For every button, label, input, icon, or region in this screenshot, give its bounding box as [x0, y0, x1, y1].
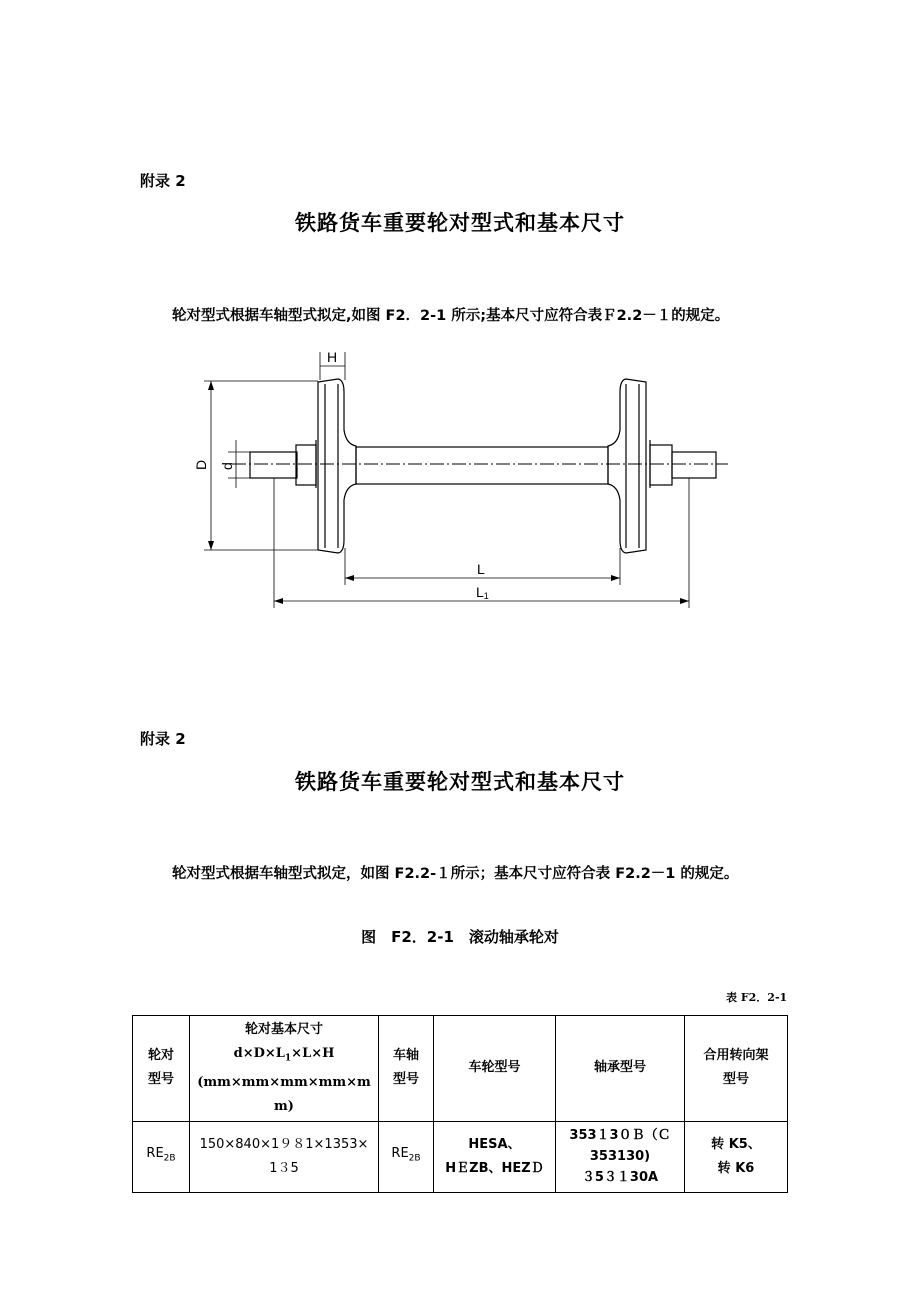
intro-paragraph: 轮对型式根据车轴型式拟定,如图 F2．2-1 所示;基本尺寸应符合表Ｆ2.2－１的规定。 — [172, 308, 730, 324]
left-journal — [250, 452, 297, 478]
figure-caption: 图 F2．2-1 滚动轴承轮对 — [361, 928, 559, 946]
cell-wheelset-type: $RE_{2B}$ — [133, 1121, 190, 1192]
dim-label-d: d — [219, 462, 235, 470]
cell-bogie-type: 转 K5、 转 K6 — [685, 1121, 788, 1192]
header-bogie-type: 合用转向架 型号 — [685, 1016, 788, 1122]
dim-label-L1: L1 — [476, 584, 489, 601]
page-title: 铁路货车重要轮对型式和基本尺寸 — [295, 211, 625, 235]
header-wheelset-type: 轮对 型号 — [133, 1016, 190, 1122]
cell-bearing-type: 353１3０Ｂ（Ｃ 353130) ３5３１30A — [556, 1121, 685, 1192]
right-wheel-seat-collar — [650, 445, 672, 485]
table-row — [133, 1121, 788, 1192]
cell-wheel-type: HESA、 HＥZB、HEZＤ — [434, 1121, 556, 1192]
left-wheel — [318, 379, 356, 553]
dim-label-L: L — [477, 561, 485, 577]
wheelset-drawing — [0, 340, 920, 620]
axle-body — [356, 447, 608, 484]
table-header-row — [133, 1016, 788, 1122]
cell-axle-type: $RE_{2B}$ — [379, 1121, 434, 1192]
left-wheel-seat-collar — [296, 445, 316, 485]
dim-label-H: H — [327, 349, 338, 365]
appendix-label-2: 附录 2 — [140, 730, 186, 748]
header-dimensions: 轮对基本尺寸 $d\times D\times L_1\times L\times H$ (mm×mm×mm×mm×m m) — [190, 1016, 379, 1122]
dim-label-D: D — [193, 459, 209, 470]
table-number: 表 F2．2-1 — [726, 991, 788, 1004]
page-title-2: 铁路货车重要轮对型式和基本尺寸 — [295, 770, 625, 794]
header-bearing-type: 轴承型号 — [556, 1016, 685, 1122]
right-wheel — [608, 379, 646, 553]
cell-dimensions: 150×840×1９８1×1353× 1３5 — [190, 1121, 379, 1192]
appendix-label: 附录 2 — [140, 172, 186, 190]
right-journal — [672, 452, 716, 478]
intro-paragraph-2: 轮对型式根据车轴型式拟定，如图 F2.2-１所示；基本尺寸应符合表 F2.2－1 的规定。 — [172, 866, 739, 882]
header-wheel-type: 车轮型号 — [434, 1016, 556, 1122]
header-axle-type: 车轴 型号 — [379, 1016, 434, 1122]
wheelset-spec-table — [132, 1015, 788, 1193]
